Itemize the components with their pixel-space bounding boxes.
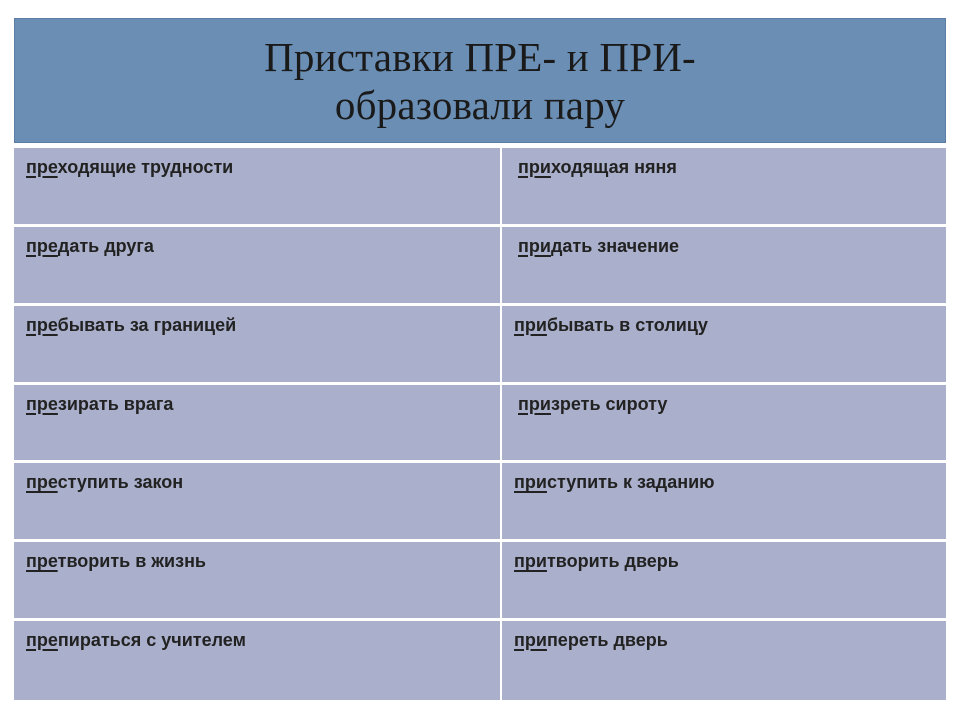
table-cell-pre: [14, 463, 502, 542]
word-rest: пираться с учителем: [57, 630, 246, 651]
word-rest: бывать за границей: [57, 314, 237, 335]
table-cell-pri: [502, 148, 946, 227]
word-rest: ступить к заданию: [546, 472, 715, 493]
table-cell-pre: [14, 385, 502, 464]
table-cell-pre: [14, 148, 502, 227]
table-cell-pri: [502, 542, 946, 621]
table-cell-pre: [14, 621, 502, 700]
prefix-pri: при: [518, 157, 551, 177]
word-rest: ступить закон: [57, 472, 184, 493]
word-rest: творить дверь: [546, 551, 679, 572]
table-cell-pre: [14, 306, 502, 385]
table-cell-pre: [14, 227, 502, 306]
prefix-pri: при: [514, 314, 547, 335]
prefix-pri: при: [518, 235, 551, 256]
prefix-pre: пре: [26, 551, 58, 572]
prefix-pri: при: [518, 393, 551, 414]
word-rest: бывать в столицу: [546, 314, 708, 335]
slide-title-line-1: Приставки ПРЕ- и ПРИ-: [264, 33, 696, 80]
prefix-pre: пре: [26, 472, 58, 493]
prefix-pre: пре: [26, 393, 58, 414]
table-cell-pri: [502, 621, 946, 700]
prefix-pri: при: [514, 472, 547, 493]
prefix-pairs-table: [14, 148, 946, 700]
prefix-pri: при: [514, 551, 547, 572]
word-rest: ходящие трудности: [57, 157, 234, 177]
prefix-pre: пре: [26, 314, 58, 335]
slide-title-line-2: образовали пару: [334, 81, 626, 128]
word-rest: дать друга: [57, 235, 154, 256]
word-rest: дать значение: [550, 235, 680, 256]
table-cell-pri: [502, 385, 946, 464]
table-cell-pri: [502, 227, 946, 306]
table-cell-pri: [502, 463, 946, 542]
word-rest: зреть сироту: [550, 393, 668, 414]
word-rest: переть дверь: [546, 630, 668, 651]
table-cell-pre: [14, 542, 502, 621]
table-cell-pri: [502, 306, 946, 385]
prefix-pri: при: [514, 630, 547, 651]
word-rest: ходящая няня: [550, 157, 677, 177]
word-rest: творить в жизнь: [57, 551, 206, 572]
prefix-pre: пре: [26, 235, 58, 256]
prefix-pre: пре: [26, 157, 58, 177]
word-rest: зирать врага: [57, 393, 174, 414]
title-banner: [14, 18, 946, 143]
prefix-pre: пре: [26, 630, 58, 651]
